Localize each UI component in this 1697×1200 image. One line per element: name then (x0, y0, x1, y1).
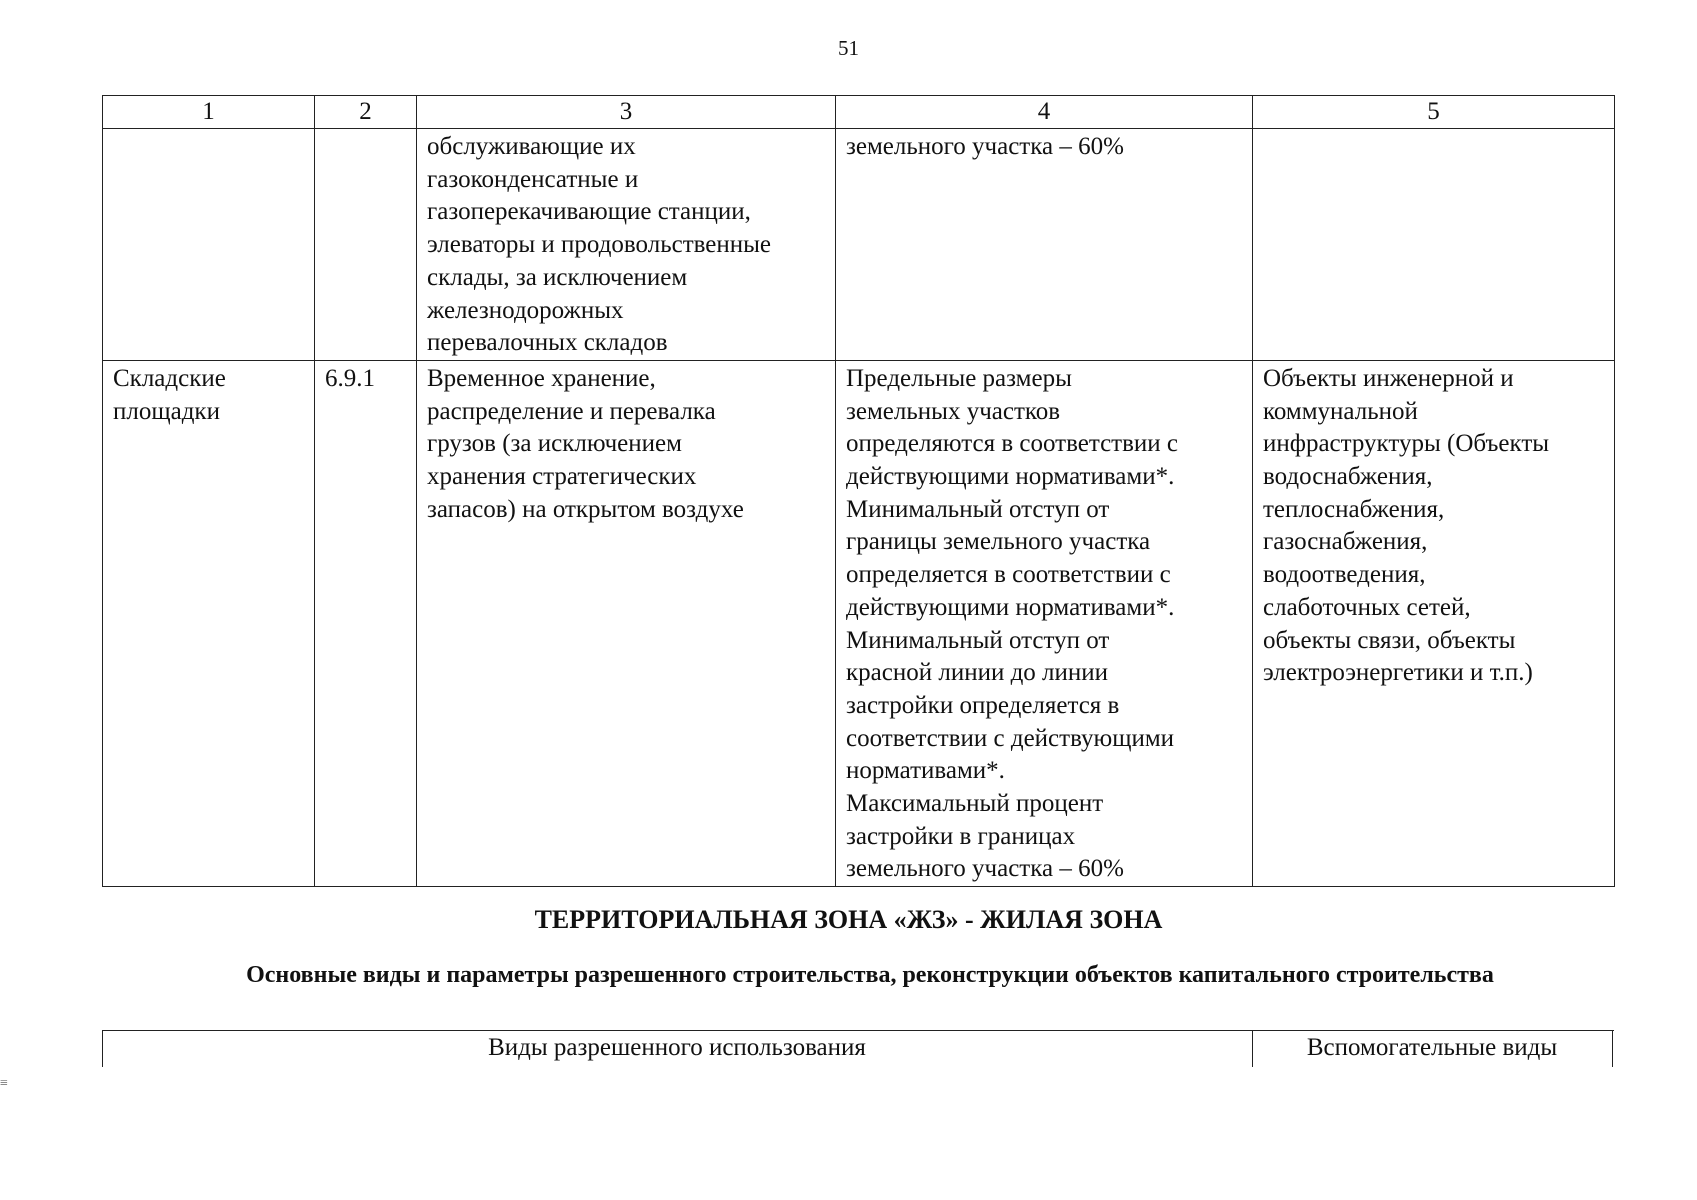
cell-text: 6.9.1 (325, 364, 375, 392)
cell-text: Складские площадки (113, 364, 226, 425)
auxiliary-uses-header: Вспомогательные виды (1306, 1034, 1558, 1061)
column-header-5: 5 (1253, 96, 1615, 129)
table-cell (315, 129, 417, 361)
table-cell (1253, 129, 1615, 361)
permitted-uses-header: Виды разрешенного использования (488, 1034, 866, 1061)
zone-subtitle: Основные виды и параметры разрешенного строительства, реконструкции объектов капитального строительства (246, 962, 1494, 988)
table-cell (103, 360, 315, 886)
column-header-2: 2 (315, 96, 417, 129)
table-cell (1253, 360, 1615, 886)
cell-text: Объекты инженерной и коммунальной инфраструктуры (Объекты водоснабжения, теплоснабжения, газоснабжения, водоотведения, слаботочных сетей, объекты связи, объекты электроэнергетики и т.п.) (1263, 364, 1550, 687)
page-number: 51 (838, 36, 859, 60)
cell-text: земельного участка – 60% (846, 133, 1124, 160)
table-header-row (103, 96, 1615, 129)
permitted-use-table (102, 95, 1615, 887)
margin-mark: ≡ (0, 1076, 8, 1091)
table-row (103, 129, 1615, 361)
table-cell (836, 360, 1253, 886)
table-cell (417, 360, 836, 886)
cell-text: Временное хранение, распределение и перевалка грузов (за исключением хранения стратегических запасов) на открытом воздухе (427, 364, 744, 523)
table-cell (836, 129, 1253, 361)
table-border-right (1612, 1031, 1613, 1067)
column-header-1: 1 (103, 96, 315, 129)
table-row (103, 360, 1615, 886)
next-table-header (102, 1030, 1614, 1067)
column-header-3: 3 (417, 96, 836, 129)
zone-title: ТЕРРИТОРИАЛЬНАЯ ЗОНА «ЖЗ» - ЖИЛАЯ ЗОНА (534, 905, 1163, 934)
table-cell (417, 129, 836, 361)
cell-text: Предельные размеры земельных участков определяются в соответствии с действующими нормативами*. Минимальный отступ от границы земельного участка определяется в соответствии с действующими нормативами*. Минимальный отступ от красной линии до линии застройки определяется в соответствии с действующими нормативами*. Максимальный процент застройки в границах земельного участка – 60% (846, 364, 1179, 883)
table-cell (315, 360, 417, 886)
cell-text: обслуживающие их газоконденсатные и газоперекачивающие станции, элеваторы и продовольственные склады, за исключением железнодорожных перевалочных складов (427, 133, 772, 357)
column-header-4: 4 (836, 96, 1253, 129)
table-cell (103, 129, 315, 361)
